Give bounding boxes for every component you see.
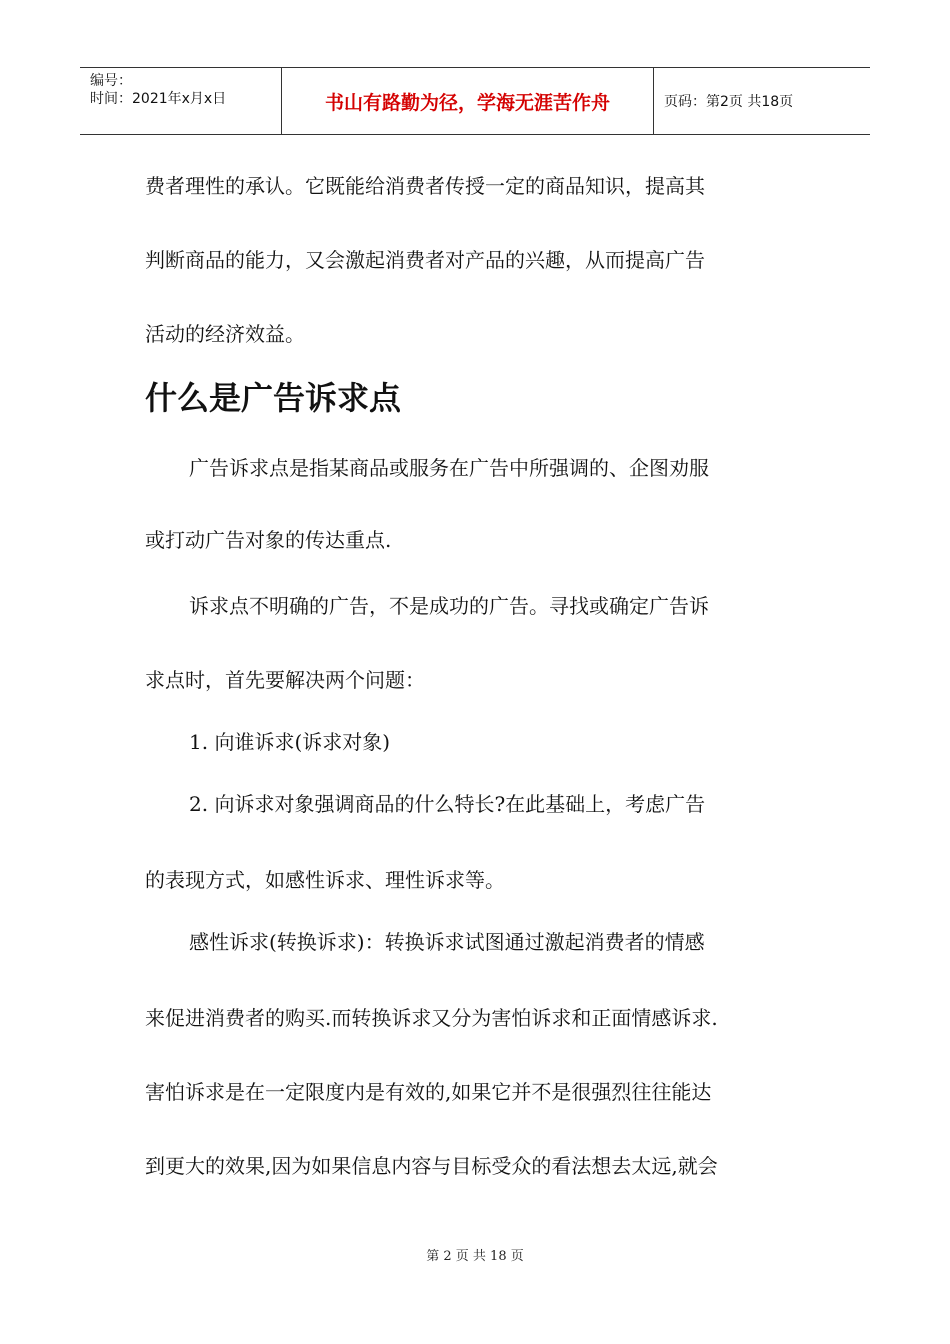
body-line: 判断商品的能力，又会激起消费者对产品的兴趣，从而提高广告 [145, 248, 705, 272]
document-date-label: 时间：2021年x月x日 [90, 91, 227, 107]
body-line: 或打动广告对象的传达重点. [145, 528, 392, 552]
body-line: 广告诉求点是指某商品或服务在广告中所强调的、企图劝服 [189, 456, 709, 480]
header-motto: 书山有路勤为径，学海无涯苦作舟 [282, 68, 654, 134]
body-line: 求点时，首先要解决两个问题： [145, 668, 425, 692]
body-line: 来促进消费者的购买.而转换诉求又分为害怕诉求和正面情感诉求. [145, 1006, 718, 1030]
page-header [80, 67, 870, 135]
body-line: 害怕诉求是在一定限度内是有效的,如果它并不是很强烈往往能达 [145, 1080, 712, 1104]
list-item: 2. 向诉求对象强调商品的什么特长?在此基础上，考虑广告 [189, 792, 706, 816]
body-line: 到更大的效果,因为如果信息内容与目标受众的看法想去太远,就会 [145, 1154, 718, 1178]
page-footer: 第 2 页 共 18 页 [426, 1249, 524, 1264]
document-number-label: 编号： [90, 73, 132, 89]
body-line: 诉求点不明确的广告，不是成功的广告。寻找或确定广告诉 [189, 594, 709, 618]
body-line: 的表现方式，如感性诉求、理性诉求等。 [145, 868, 505, 892]
body-line: 费者理性的承认。它既能给消费者传授一定的商品知识，提高其 [145, 174, 705, 198]
header-meta [80, 68, 282, 134]
header-page-label: 页码：第2页 共18页 [664, 94, 794, 110]
list-item: 1. 向谁诉求(诉求对象) [189, 730, 391, 754]
body-line: 活动的经济效益。 [145, 322, 305, 346]
body-line: 感性诉求(转换诉求)：转换诉求试图通过激起消费者的情感 [189, 930, 705, 954]
section-heading: 什么是广告诉求点 [145, 379, 402, 417]
